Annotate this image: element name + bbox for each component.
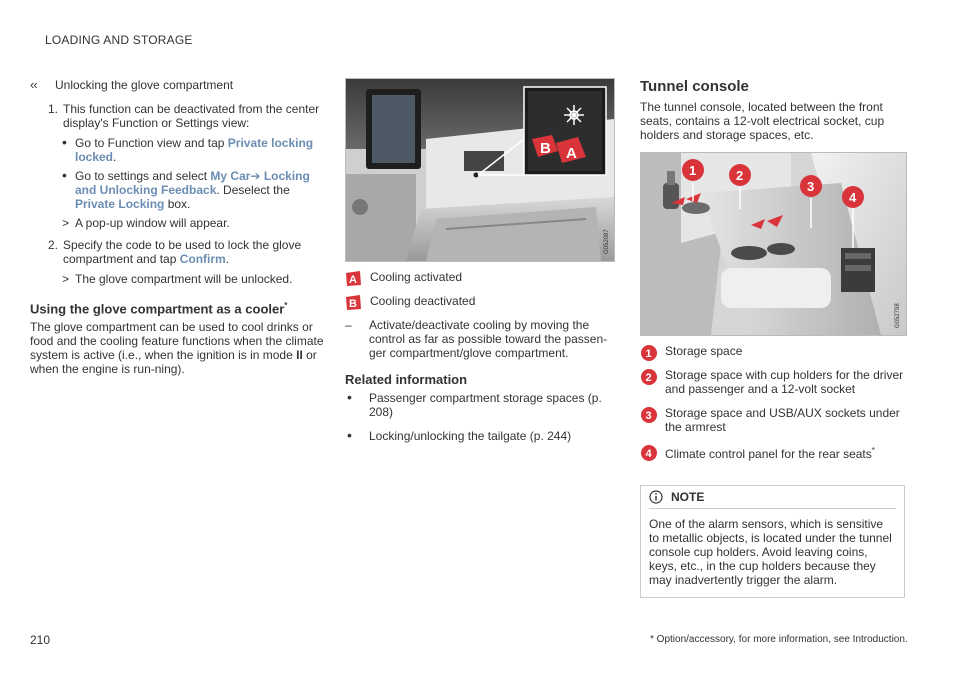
- intro-text: Unlocking the glove compartment: [55, 78, 234, 92]
- callout-4-number: 4: [645, 448, 652, 460]
- step-text-end: .: [225, 252, 230, 266]
- callout-a-icon: [345, 270, 362, 287]
- callout-3-label: 3: [807, 179, 815, 194]
- column-right: [640, 78, 905, 598]
- glove-compartment-illustration: [346, 79, 614, 261]
- callout-4-icon: [640, 444, 658, 462]
- legend-text: Cooling deactivated: [370, 294, 476, 308]
- column-middle: [345, 78, 615, 453]
- callout-1-number: 1: [645, 348, 652, 360]
- step-result: [30, 272, 330, 286]
- bullet-text: Go to Function view and tap: [75, 136, 228, 150]
- cooler-heading-text: Using the glove compartment as a cooler: [30, 301, 285, 317]
- step-1: [30, 102, 330, 130]
- info-icon: [649, 490, 663, 504]
- bullet-item: [30, 136, 330, 164]
- callout-2-label: 2: [736, 168, 744, 183]
- instruction-text: Activate/deactivate cooling by moving the control as far as possible toward the passen-ger compartment/glove compartment.: [369, 318, 608, 360]
- bullet-text-mid: . Deselect the: [216, 183, 290, 197]
- tunnel-console-illustration: [641, 153, 906, 335]
- step-result: [30, 216, 330, 230]
- cooler-body-end: or when the engine is run-ning).: [30, 348, 317, 377]
- bullet-icon: •: [62, 134, 67, 150]
- callout-a-letter: A: [349, 274, 357, 286]
- tunnel-console-body: The tunnel console, located between the front seats, contains a 12-volt electrical socket, cup holders and storage spaces, etc.: [640, 100, 885, 142]
- legend-item-2: [640, 368, 905, 396]
- step-2: [30, 238, 330, 266]
- note-body: One of the alarm sensors, which is sensitive to metallic objects, is located under the tunnel console cup holders. Avoid leaving coins, keys, etc., in the cup holders because they may inadvertently trigger the alarm.: [649, 517, 892, 587]
- callout-b-letter: B: [349, 298, 357, 310]
- legend-text: Storage space with cup holders for the driver and passenger and a 12-volt socket: [665, 368, 904, 396]
- footnote: * Option/accessory, for more information, see Introduction.: [650, 634, 908, 645]
- instruction-item: [345, 318, 615, 360]
- continuation-icon: ‹‹: [30, 77, 37, 92]
- note-box: [640, 485, 905, 598]
- step-text: This function can be deactivated from the center display's Function or Settings view:: [63, 102, 320, 130]
- callout-4-label: 4: [849, 190, 857, 205]
- callout-1-label: 1: [689, 163, 697, 178]
- callout-b-label: B: [540, 140, 551, 157]
- legend-text: Storage space and USB/AUX sockets under the armrest: [665, 406, 900, 434]
- bullet-text-end: .: [113, 150, 117, 164]
- dash-marker: –: [345, 318, 352, 332]
- column-left: [30, 78, 330, 382]
- legend-item-a: [345, 270, 615, 284]
- legend-text: Storage space: [665, 344, 743, 358]
- bullet-text-end: box.: [164, 197, 191, 211]
- cooler-body-text: The glove compartment can be used to cool drinks or food and the cooling feature functions when the climate system is active (i.e., when the ignition is in mode: [30, 320, 324, 363]
- legend-text: Cooling activated: [370, 270, 463, 284]
- tunnel-console-image: [640, 152, 907, 336]
- legend-item-b: [345, 294, 615, 308]
- result-text: The glove compartment will be unlocked.: [75, 272, 293, 286]
- step-number: 1.: [48, 102, 59, 116]
- related-link[interactable]: [345, 391, 615, 419]
- cooler-body: [30, 320, 330, 376]
- result-arrow-icon: >: [62, 272, 70, 286]
- option-asterisk: *: [284, 301, 288, 310]
- callout-a-label: A: [566, 145, 577, 162]
- callout-3-number: 3: [645, 410, 652, 422]
- glove-compartment-image: [345, 78, 615, 262]
- result-arrow-icon: >: [62, 216, 70, 230]
- result-text: A pop-up window will appear.: [75, 216, 230, 230]
- bullet-icon: •: [62, 167, 67, 183]
- my-car-menu-path: My Car➔ Locking and Unlocking Feedback: [75, 169, 310, 197]
- callout-2-number: 2: [645, 372, 652, 384]
- confirm-label: Confirm: [179, 252, 226, 266]
- continuation-line: [30, 78, 330, 92]
- page-number: 210: [30, 633, 51, 647]
- bullet-icon: •: [347, 427, 352, 443]
- image-code: G052798: [895, 303, 901, 328]
- related-link-text[interactable]: Passenger compartment storage spaces (p. 208): [369, 391, 602, 419]
- bullet-item: [30, 169, 330, 211]
- ignition-mode: II: [296, 348, 303, 363]
- legend-item-1: [640, 344, 905, 358]
- cooler-heading: [30, 298, 330, 316]
- private-locking-option: Private Locking: [75, 197, 165, 211]
- callout-b-icon: [345, 294, 362, 311]
- option-asterisk: *: [871, 446, 875, 455]
- bullet-icon: •: [347, 389, 352, 405]
- private-locking-locked-link: Private locking locked: [75, 136, 314, 164]
- image-code: G052087: [604, 229, 610, 254]
- callout-2-icon: [640, 368, 658, 386]
- callout-3-icon: [640, 406, 658, 424]
- running-header: LOADING AND STORAGE: [45, 33, 193, 47]
- legend-item-4: [640, 444, 905, 461]
- legend-text: Climate control panel for the rear seats: [665, 447, 872, 461]
- note-header: [641, 486, 904, 506]
- related-link[interactable]: [345, 429, 615, 443]
- callout-1-icon: [640, 344, 658, 362]
- tunnel-console-heading: Tunnel console: [640, 78, 749, 95]
- related-info-heading: Related information: [345, 372, 468, 387]
- legend-item-3: [640, 406, 905, 434]
- step-number: 2.: [48, 238, 59, 252]
- step-text: Specify the code to be used to lock the glove compartment and tap: [63, 238, 302, 266]
- related-link-text[interactable]: Locking/unlocking the tailgate (p. 244): [369, 429, 572, 443]
- bullet-text: Go to settings and select: [75, 169, 211, 183]
- note-title: NOTE: [671, 490, 705, 504]
